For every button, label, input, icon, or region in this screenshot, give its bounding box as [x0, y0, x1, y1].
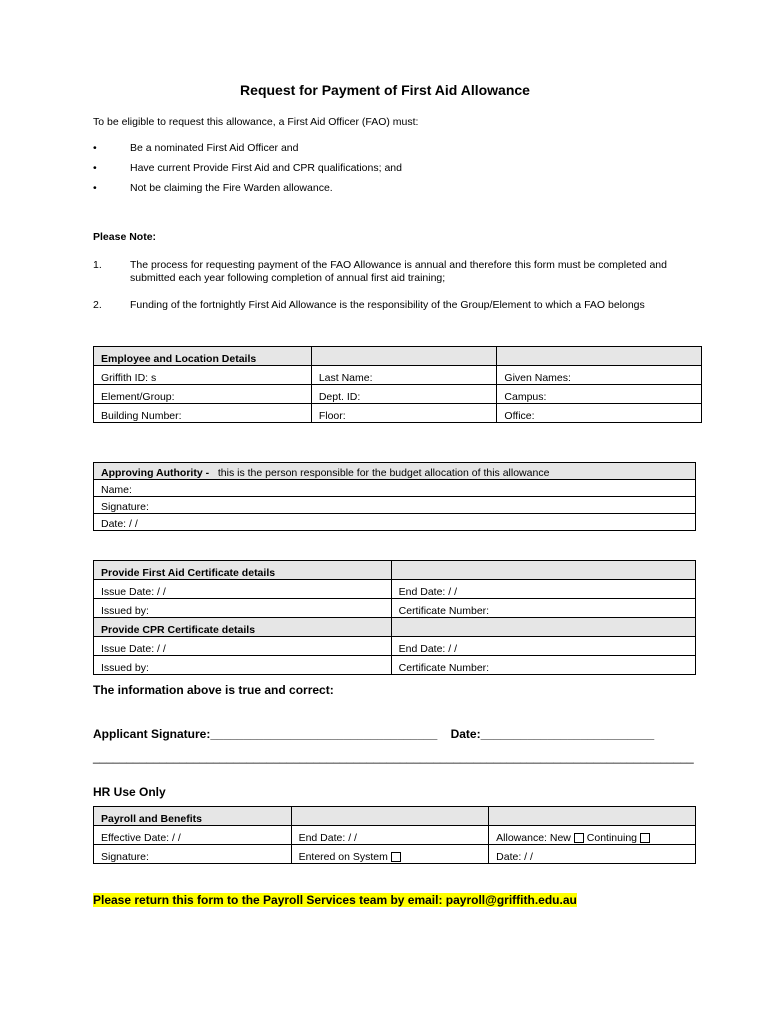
- given-names-field[interactable]: Given Names:: [497, 366, 702, 385]
- element-group-field[interactable]: Element/Group:: [94, 385, 312, 404]
- applicant-signature-field[interactable]: Applicant Signature:__________________________________: [93, 727, 438, 741]
- note-text: Funding of the fortnightly First Aid Allowance is the responsibility of the Group/Element to which a FAO belongs: [130, 299, 645, 311]
- approver-date-field[interactable]: Date: / /: [94, 514, 696, 531]
- header-cell: [391, 561, 695, 580]
- header-cell: [311, 347, 497, 366]
- approving-heading: [94, 463, 696, 480]
- griffith-id-field[interactable]: Griffith ID: s: [94, 366, 312, 385]
- office-field[interactable]: Office:: [497, 404, 702, 423]
- bullet-text: Have current Provide First Aid and CPR qualifications; and: [130, 162, 402, 174]
- building-number-field[interactable]: Building Number:: [94, 404, 312, 423]
- payroll-end-date-field[interactable]: End Date: / /: [291, 826, 489, 845]
- floor-field[interactable]: Floor:: [311, 404, 497, 423]
- note-item: [93, 299, 673, 329]
- first-aid-issue-date-field[interactable]: Issue Date: / /: [94, 580, 392, 599]
- header-cell: [291, 807, 489, 826]
- first-aid-cert-number-field[interactable]: Certificate Number:: [391, 599, 695, 618]
- checkbox-icon[interactable]: [574, 833, 584, 843]
- payroll-table: [93, 806, 696, 864]
- allowance-continuing-label: Continuing: [586, 832, 637, 844]
- bullet-text: Not be claiming the Fire Warden allowance.: [130, 182, 333, 194]
- bullet-icon: •: [93, 182, 97, 194]
- first-aid-heading: Provide First Aid Certificate details: [94, 561, 392, 580]
- divider-line: __________________________________________________________________________________________: [93, 750, 694, 764]
- payroll-heading: Payroll and Benefits: [94, 807, 292, 826]
- applicant-signature-line[interactable]: [93, 727, 654, 741]
- checkbox-icon[interactable]: [391, 852, 401, 862]
- approving-heading-label: Approving Authority -: [101, 467, 210, 479]
- bullet-item: [93, 162, 402, 174]
- approver-signature-field[interactable]: Signature:: [94, 497, 696, 514]
- applicant-date-field[interactable]: Date:__________________________: [450, 727, 655, 741]
- allowance-cell: [489, 826, 696, 845]
- payroll-date-field[interactable]: Date: / /: [489, 845, 696, 864]
- return-instructions: Please return this form to the Payroll Services team by email: payroll@griffith.edu.au: [93, 893, 577, 907]
- hr-heading: HR Use Only: [93, 785, 166, 799]
- note-number: 1.: [93, 259, 102, 271]
- declaration-text: The information above is true and correct:: [93, 683, 334, 697]
- page-title: Request for Payment of First Aid Allowance: [240, 82, 530, 98]
- entered-on-system-label: Entered on System: [298, 851, 388, 863]
- checkbox-icon[interactable]: [640, 833, 650, 843]
- note-item: [93, 259, 673, 289]
- header-cell: [391, 618, 695, 637]
- note-text: The process for requesting payment of the FAO Allowance is annual and therefore this form must be completed and submitted each year following completion of annual first aid training;: [130, 259, 667, 284]
- first-aid-end-date-field[interactable]: End Date: / /: [391, 580, 695, 599]
- header-cell: [489, 807, 696, 826]
- employee-heading: Employee and Location Details: [94, 347, 312, 366]
- cpr-cert-number-field[interactable]: Certificate Number:: [391, 656, 695, 675]
- cpr-issue-date-field[interactable]: Issue Date: / /: [94, 637, 392, 656]
- entered-on-system-cell: [291, 845, 489, 864]
- cpr-issued-by-field[interactable]: Issued by:: [94, 656, 392, 675]
- payroll-signature-field[interactable]: Signature:: [94, 845, 292, 864]
- approving-heading-desc: this is the person responsible for the budget allocation of this allowance: [217, 467, 550, 479]
- note-heading: Please Note:: [93, 231, 157, 243]
- last-name-field[interactable]: Last Name:: [311, 366, 497, 385]
- note-number: 2.: [93, 299, 102, 311]
- header-cell: [497, 347, 702, 366]
- payroll-effective-date-field[interactable]: Effective Date: / /: [94, 826, 292, 845]
- intro-text: To be eligible to request this allowance, a First Aid Officer (FAO) must:: [93, 116, 419, 128]
- bullet-icon: •: [93, 142, 97, 154]
- approver-name-field[interactable]: Name:: [94, 480, 696, 497]
- allowance-new-label: Allowance: New: [496, 832, 571, 844]
- bullet-text: Be a nominated First Aid Officer and: [130, 142, 299, 154]
- campus-field[interactable]: Campus:: [497, 385, 702, 404]
- bullet-item: [93, 142, 298, 154]
- first-aid-issued-by-field[interactable]: Issued by:: [94, 599, 392, 618]
- cpr-end-date-field[interactable]: End Date: / /: [391, 637, 695, 656]
- bullet-icon: •: [93, 162, 97, 174]
- dept-id-field[interactable]: Dept. ID:: [311, 385, 497, 404]
- certificate-table: [93, 560, 696, 675]
- approving-table: [93, 462, 696, 531]
- bullet-item: [93, 182, 333, 194]
- employee-table: [93, 346, 702, 423]
- cpr-heading: Provide CPR Certificate details: [94, 618, 392, 637]
